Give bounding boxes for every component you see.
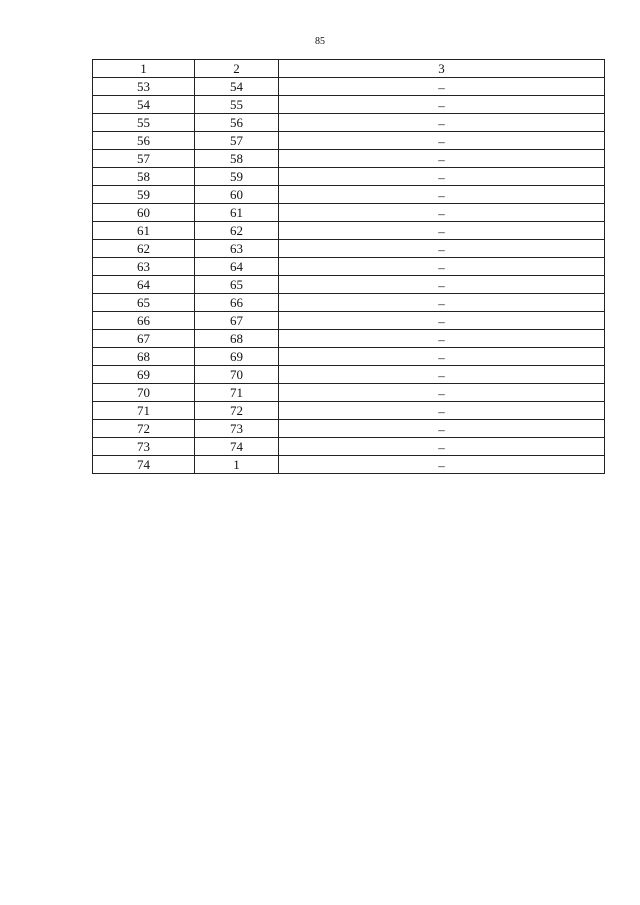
dash-mark: – bbox=[438, 188, 445, 203]
table-cell-column-2: 63 bbox=[195, 240, 279, 258]
table-cell-column-3 bbox=[279, 438, 605, 456]
dash-mark: – bbox=[438, 170, 445, 185]
dash-mark: – bbox=[438, 458, 445, 473]
table-cell-column-3 bbox=[279, 222, 605, 240]
table-cell-column-1: 71 bbox=[93, 402, 195, 420]
table-row bbox=[93, 366, 605, 384]
table-cell-column-1: 57 bbox=[93, 150, 195, 168]
table-row bbox=[93, 294, 605, 312]
table-row bbox=[93, 384, 605, 402]
table-cell-column-1: 61 bbox=[93, 222, 195, 240]
table-cell-column-3 bbox=[279, 96, 605, 114]
table-cell-column-1: 58 bbox=[93, 168, 195, 186]
dash-mark: – bbox=[438, 260, 445, 275]
table-cell-column-2: 73 bbox=[195, 420, 279, 438]
table-cell-column-3 bbox=[279, 204, 605, 222]
table-cell-column-3 bbox=[279, 312, 605, 330]
table-cell-column-2: 65 bbox=[195, 276, 279, 294]
dash-mark: – bbox=[438, 350, 445, 365]
dash-mark: – bbox=[438, 206, 445, 221]
table-cell-column-3 bbox=[279, 384, 605, 402]
table-cell-column-3 bbox=[279, 114, 605, 132]
table-cell-column-1: 72 bbox=[93, 420, 195, 438]
table-cell-column-2: 64 bbox=[195, 258, 279, 276]
header-cell-column-3: 3 bbox=[279, 60, 605, 78]
table-cell-column-1: 65 bbox=[93, 294, 195, 312]
dash-mark: – bbox=[438, 80, 445, 95]
dash-mark: – bbox=[438, 422, 445, 437]
dash-mark: – bbox=[438, 440, 445, 455]
table-cell-column-3 bbox=[279, 402, 605, 420]
dash-mark: – bbox=[438, 98, 445, 113]
table-cell-column-3 bbox=[279, 150, 605, 168]
table-cell-column-2: 69 bbox=[195, 348, 279, 366]
table-row bbox=[93, 438, 605, 456]
table-row bbox=[93, 258, 605, 276]
table-cell-column-1: 67 bbox=[93, 330, 195, 348]
table-row bbox=[93, 222, 605, 240]
table-cell-column-2: 59 bbox=[195, 168, 279, 186]
dash-mark: – bbox=[438, 278, 445, 293]
table-cell-column-3 bbox=[279, 168, 605, 186]
table-cell-column-1: 62 bbox=[93, 240, 195, 258]
dash-mark: – bbox=[438, 368, 445, 383]
dash-mark: – bbox=[438, 116, 445, 131]
table-row bbox=[93, 132, 605, 150]
header-row bbox=[93, 60, 605, 78]
table-cell-column-2: 58 bbox=[195, 150, 279, 168]
table-row bbox=[93, 204, 605, 222]
table-cell-column-1: 68 bbox=[93, 348, 195, 366]
table-cell-column-3 bbox=[279, 420, 605, 438]
table-cell-column-3 bbox=[279, 366, 605, 384]
table-row bbox=[93, 420, 605, 438]
dash-mark: – bbox=[438, 404, 445, 419]
table-cell-column-1: 70 bbox=[93, 384, 195, 402]
table-row bbox=[93, 312, 605, 330]
table-row bbox=[93, 240, 605, 258]
table-cell-column-3 bbox=[279, 258, 605, 276]
dash-mark: – bbox=[438, 296, 445, 311]
table-cell-column-2: 60 bbox=[195, 186, 279, 204]
table-cell-column-3 bbox=[279, 240, 605, 258]
table-cell-column-3 bbox=[279, 348, 605, 366]
dash-mark: – bbox=[438, 332, 445, 347]
table-cell-column-3 bbox=[279, 276, 605, 294]
table-cell-column-1: 59 bbox=[93, 186, 195, 204]
header-cell-column-2: 2 bbox=[195, 60, 279, 78]
table-row bbox=[93, 150, 605, 168]
table-cell-column-2: 66 bbox=[195, 294, 279, 312]
table-cell-column-2: 72 bbox=[195, 402, 279, 420]
table-cell-column-2: 68 bbox=[195, 330, 279, 348]
table-cell-column-2: 70 bbox=[195, 366, 279, 384]
table-cell-column-1: 60 bbox=[93, 204, 195, 222]
table-cell-column-3 bbox=[279, 132, 605, 150]
table-row bbox=[93, 330, 605, 348]
table-cell-column-1: 73 bbox=[93, 438, 195, 456]
table-row bbox=[93, 186, 605, 204]
table-row bbox=[93, 276, 605, 294]
table-cell-column-1: 63 bbox=[93, 258, 195, 276]
table-cell-column-3 bbox=[279, 294, 605, 312]
table-cell-column-1: 74 bbox=[93, 456, 195, 474]
table-row bbox=[93, 402, 605, 420]
header-cell-column-1: 1 bbox=[93, 60, 195, 78]
table-body bbox=[93, 78, 605, 474]
table-cell-column-1: 54 bbox=[93, 96, 195, 114]
table-cell-column-1: 53 bbox=[93, 78, 195, 96]
table-cell-column-2: 62 bbox=[195, 222, 279, 240]
table-cell-column-3 bbox=[279, 456, 605, 474]
table-row bbox=[93, 78, 605, 96]
table-cell-column-2: 57 bbox=[195, 132, 279, 150]
table-cell-column-2: 54 bbox=[195, 78, 279, 96]
dash-mark: – bbox=[438, 134, 445, 149]
table-cell-column-3 bbox=[279, 186, 605, 204]
table-cell-column-2: 67 bbox=[195, 312, 279, 330]
table-row bbox=[93, 96, 605, 114]
table-row bbox=[93, 456, 605, 474]
data-table bbox=[92, 59, 605, 474]
table-cell-column-2: 71 bbox=[195, 384, 279, 402]
table-cell-column-1: 66 bbox=[93, 312, 195, 330]
table-cell-column-2: 1 bbox=[195, 456, 279, 474]
table-row bbox=[93, 114, 605, 132]
table-cell-column-1: 64 bbox=[93, 276, 195, 294]
table-cell-column-1: 69 bbox=[93, 366, 195, 384]
table-cell-column-2: 74 bbox=[195, 438, 279, 456]
table-cell-column-2: 61 bbox=[195, 204, 279, 222]
table-cell-column-2: 56 bbox=[195, 114, 279, 132]
dash-mark: – bbox=[438, 152, 445, 167]
dash-mark: – bbox=[438, 314, 445, 329]
table-header bbox=[93, 60, 605, 78]
table-row bbox=[93, 168, 605, 186]
page-number: 85 bbox=[315, 36, 325, 47]
dash-mark: – bbox=[438, 242, 445, 257]
table-row bbox=[93, 348, 605, 366]
table-cell-column-3 bbox=[279, 78, 605, 96]
table-cell-column-3 bbox=[279, 330, 605, 348]
table-cell-column-2: 55 bbox=[195, 96, 279, 114]
table-cell-column-1: 56 bbox=[93, 132, 195, 150]
dash-mark: – bbox=[438, 386, 445, 401]
table-cell-column-1: 55 bbox=[93, 114, 195, 132]
dash-mark: – bbox=[438, 224, 445, 239]
